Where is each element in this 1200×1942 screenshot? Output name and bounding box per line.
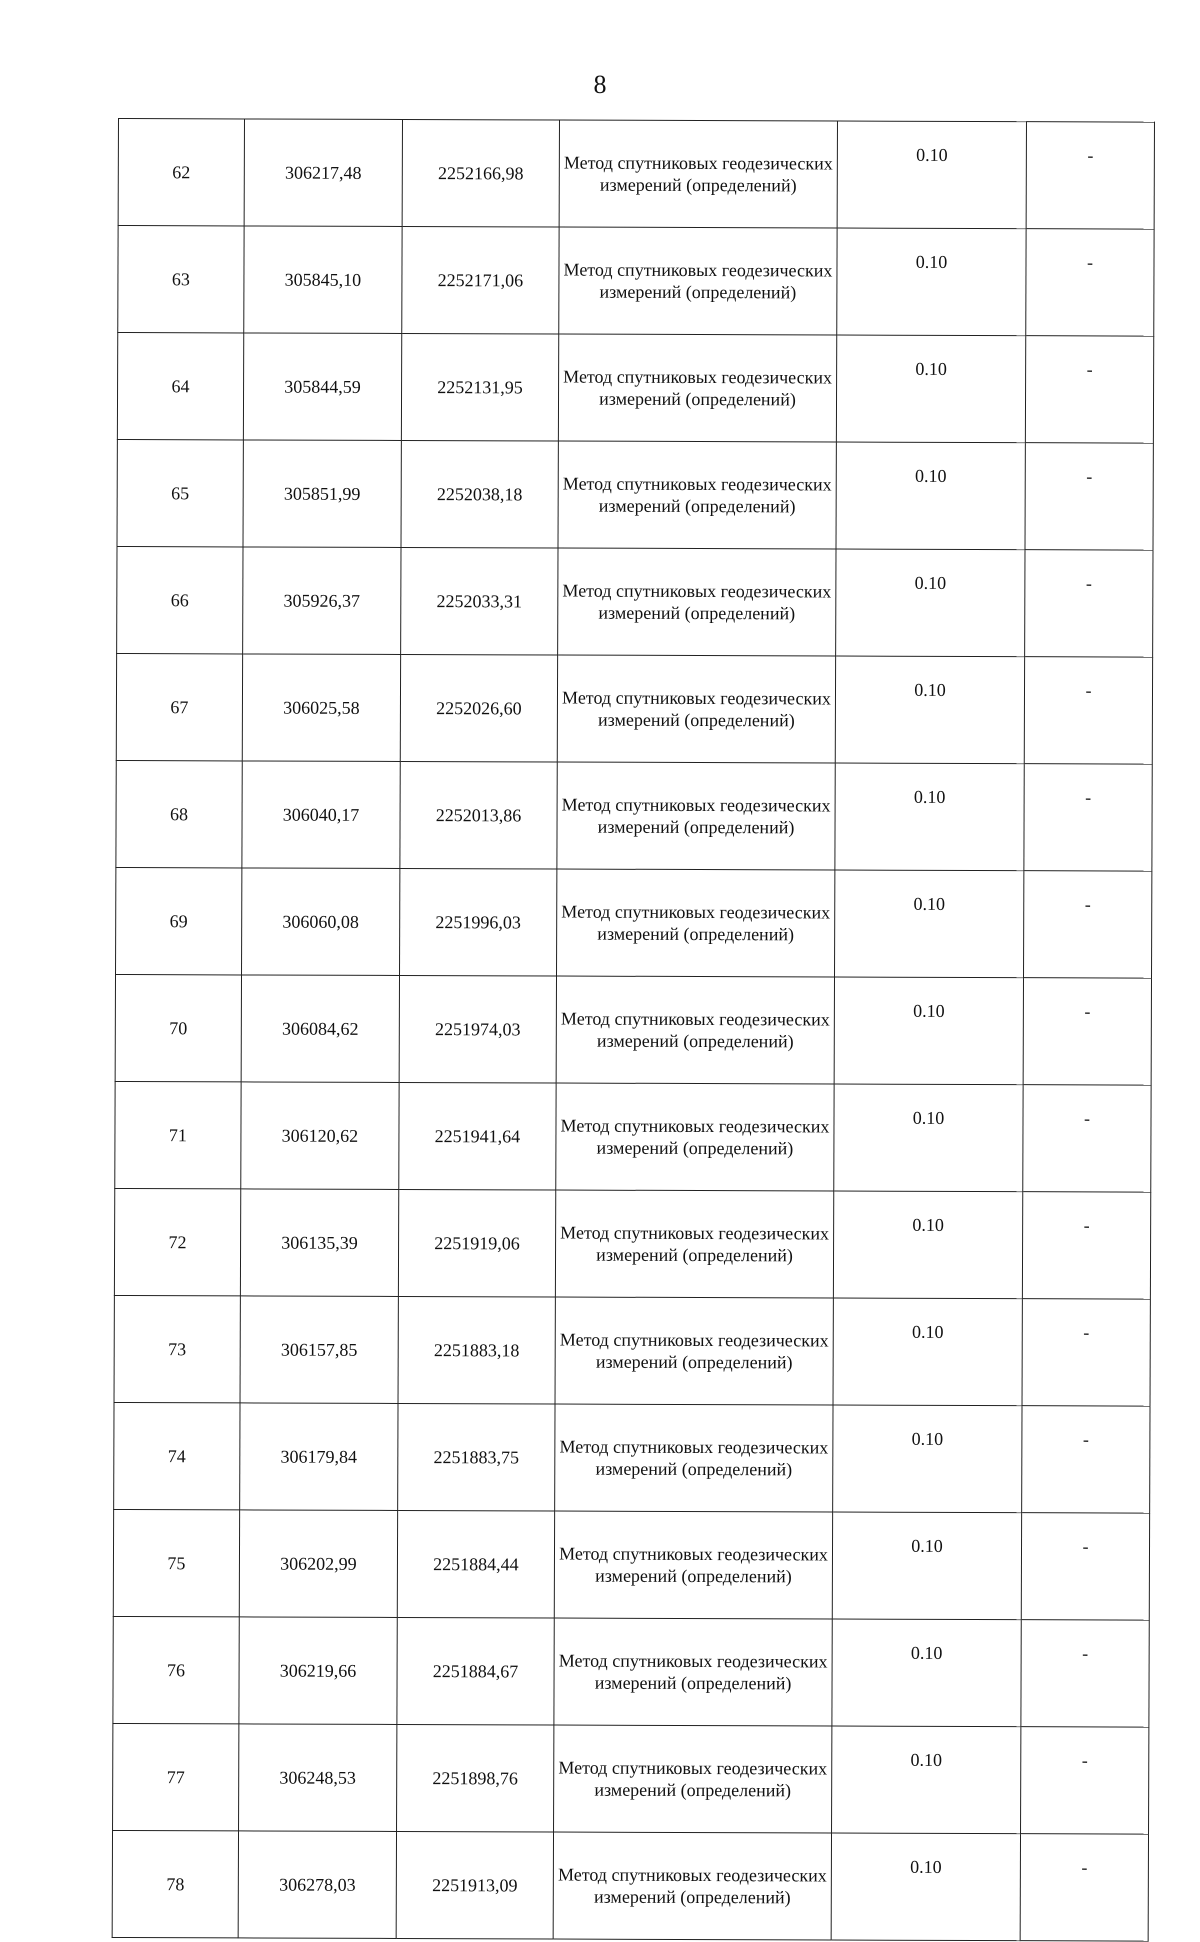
x-coordinate-cell: 306202,99 [239,1510,397,1618]
method-cell: Метод спутниковых геодезических измерений (определений) [554,1511,832,1619]
x-coordinate-cell: 306040,17 [242,761,400,869]
method-cell: Метод спутниковых геодезических измерений (определений) [554,1618,832,1726]
method-cell: Метод спутниковых геодезических измерений (определений) [553,1832,831,1940]
coordinates-table [112,118,1155,1942]
note-cell: - [1025,336,1153,443]
y-coordinate-cell: 2251883,75 [398,1403,555,1511]
accuracy-cell: 0.10 [833,1298,1022,1406]
note-cell: - [1021,1513,1149,1620]
point-number-cell: 73 [114,1295,240,1402]
note-cell: - [1021,1620,1149,1727]
x-coordinate-cell: 305926,37 [243,547,401,655]
table-row [114,1188,1150,1299]
note-cell: - [1022,1192,1150,1299]
table-row [113,1723,1149,1834]
accuracy-cell: 0.10 [833,1405,1022,1513]
accuracy-cell: 0.10 [833,1191,1022,1299]
method-cell: Метод спутниковых геодезических измерений (определений) [558,441,836,549]
page-number: 8 [593,70,607,99]
note-cell: - [1026,229,1154,336]
accuracy-cell: 0.10 [835,656,1024,764]
note-cell: - [1024,657,1152,764]
y-coordinate-cell: 2252131,95 [401,333,558,441]
x-coordinate-cell: 306248,53 [239,1724,397,1832]
point-number-cell: 72 [114,1188,240,1295]
y-coordinate-cell: 2251913,09 [396,1831,553,1939]
table-row [117,546,1153,657]
accuracy-cell: 0.10 [836,549,1025,657]
method-cell: Метод спутниковых геодезических измерений (определений) [555,1404,833,1512]
point-number-cell: 63 [118,226,244,333]
y-coordinate-cell: 2251941,64 [399,1082,556,1190]
x-coordinate-cell: 306025,58 [242,654,400,762]
note-cell: - [1024,871,1152,978]
accuracy-cell: 0.10 [835,763,1024,871]
table-row [112,1830,1148,1941]
point-number-cell: 64 [117,333,243,440]
x-coordinate-cell: 306060,08 [242,868,400,976]
point-number-cell: 75 [113,1509,239,1616]
table-row [116,653,1152,764]
table-row [113,1509,1149,1620]
x-coordinate-cell: 306084,62 [241,975,399,1083]
y-coordinate-cell: 2252033,31 [401,547,558,655]
table-row [118,119,1154,230]
accuracy-cell: 0.10 [832,1619,1021,1727]
accuracy-cell: 0.10 [831,1833,1020,1941]
note-cell: - [1021,1727,1149,1834]
accuracy-cell: 0.10 [834,977,1023,1085]
x-coordinate-cell: 305845,10 [244,226,402,334]
x-coordinate-cell: 306135,39 [240,1189,398,1297]
note-cell: - [1025,550,1153,657]
x-coordinate-cell: 305844,59 [243,333,401,441]
x-coordinate-cell: 306219,66 [239,1617,397,1725]
y-coordinate-cell: 2252026,60 [400,654,557,762]
method-cell: Метод спутниковых геодезических измерений (определений) [556,976,834,1084]
table-row [115,1081,1151,1192]
note-cell: - [1025,443,1153,550]
point-number-cell: 66 [117,546,243,653]
y-coordinate-cell: 2251974,03 [399,975,556,1083]
table-row [114,1295,1150,1406]
y-coordinate-cell: 2252171,06 [402,226,559,334]
table-row [115,974,1151,1085]
accuracy-cell: 0.10 [835,870,1024,978]
table-row [118,226,1154,337]
point-number-cell: 62 [118,119,244,226]
note-cell: - [1022,1299,1150,1406]
accuracy-cell: 0.10 [832,1512,1021,1620]
y-coordinate-cell: 2252013,86 [400,761,557,869]
method-cell: Метод спутниковых геодезических измерений (определений) [557,655,835,763]
method-cell: Метод спутниковых геодезических измерений (определений) [556,1083,834,1191]
y-coordinate-cell: 2251996,03 [400,868,557,976]
x-coordinate-cell: 305851,99 [243,440,401,548]
note-cell: - [1023,1085,1151,1192]
x-coordinate-cell: 306179,84 [240,1403,398,1511]
method-cell: Метод спутниковых геодезических измерений (определений) [555,1297,833,1405]
accuracy-cell: 0.10 [836,335,1025,443]
point-number-cell: 74 [114,1402,240,1509]
point-number-cell: 70 [115,974,241,1081]
point-number-cell: 67 [116,653,242,760]
accuracy-cell: 0.10 [837,121,1026,229]
y-coordinate-cell: 2252038,18 [401,440,558,548]
point-number-cell: 78 [112,1830,238,1937]
x-coordinate-cell: 306278,03 [238,1831,396,1939]
note-cell: - [1026,122,1154,229]
accuracy-cell: 0.10 [837,228,1026,336]
y-coordinate-cell: 2251919,06 [398,1189,555,1297]
x-coordinate-cell: 306120,62 [241,1082,399,1190]
point-number-cell: 71 [115,1081,241,1188]
accuracy-cell: 0.10 [836,442,1025,550]
point-number-cell: 76 [113,1616,239,1723]
point-number-cell: 69 [116,867,242,974]
note-cell: - [1024,764,1152,871]
y-coordinate-cell: 2251883,18 [398,1296,555,1404]
note-cell: - [1023,978,1151,1085]
table-row [116,867,1152,978]
point-number-cell: 65 [117,439,243,546]
x-coordinate-cell: 306157,85 [240,1296,398,1404]
method-cell: Метод спутниковых геодезических измерений (определений) [559,120,837,228]
y-coordinate-cell: 2252166,98 [402,119,559,227]
y-coordinate-cell: 2251884,67 [397,1617,554,1725]
method-cell: Метод спутниковых геодезических измерений (определений) [558,334,836,442]
method-cell: Метод спутниковых геодезических измерений (определений) [558,548,836,656]
method-cell: Метод спутниковых геодезических измерений (определений) [557,869,835,977]
coordinates-table-body [112,119,1154,1942]
y-coordinate-cell: 2251898,76 [397,1724,554,1832]
method-cell: Метод спутниковых геодезических измерений (определений) [559,227,837,335]
accuracy-cell: 0.10 [832,1726,1021,1834]
table-row [117,333,1153,444]
note-cell: - [1022,1406,1150,1513]
method-cell: Метод спутниковых геодезических измерений (определений) [555,1190,833,1298]
accuracy-cell: 0.10 [834,1084,1023,1192]
note-cell: - [1020,1834,1148,1941]
table-row [114,1402,1150,1513]
y-coordinate-cell: 2251884,44 [397,1510,554,1618]
point-number-cell: 68 [116,760,242,867]
x-coordinate-cell: 306217,48 [244,119,402,227]
method-cell: Метод спутниковых геодезических измерений (определений) [557,762,835,870]
table-row [113,1616,1149,1727]
point-number-cell: 77 [113,1723,239,1830]
table-row [116,760,1152,871]
table-row [117,439,1153,550]
method-cell: Метод спутниковых геодезических измерений (определений) [554,1725,832,1833]
